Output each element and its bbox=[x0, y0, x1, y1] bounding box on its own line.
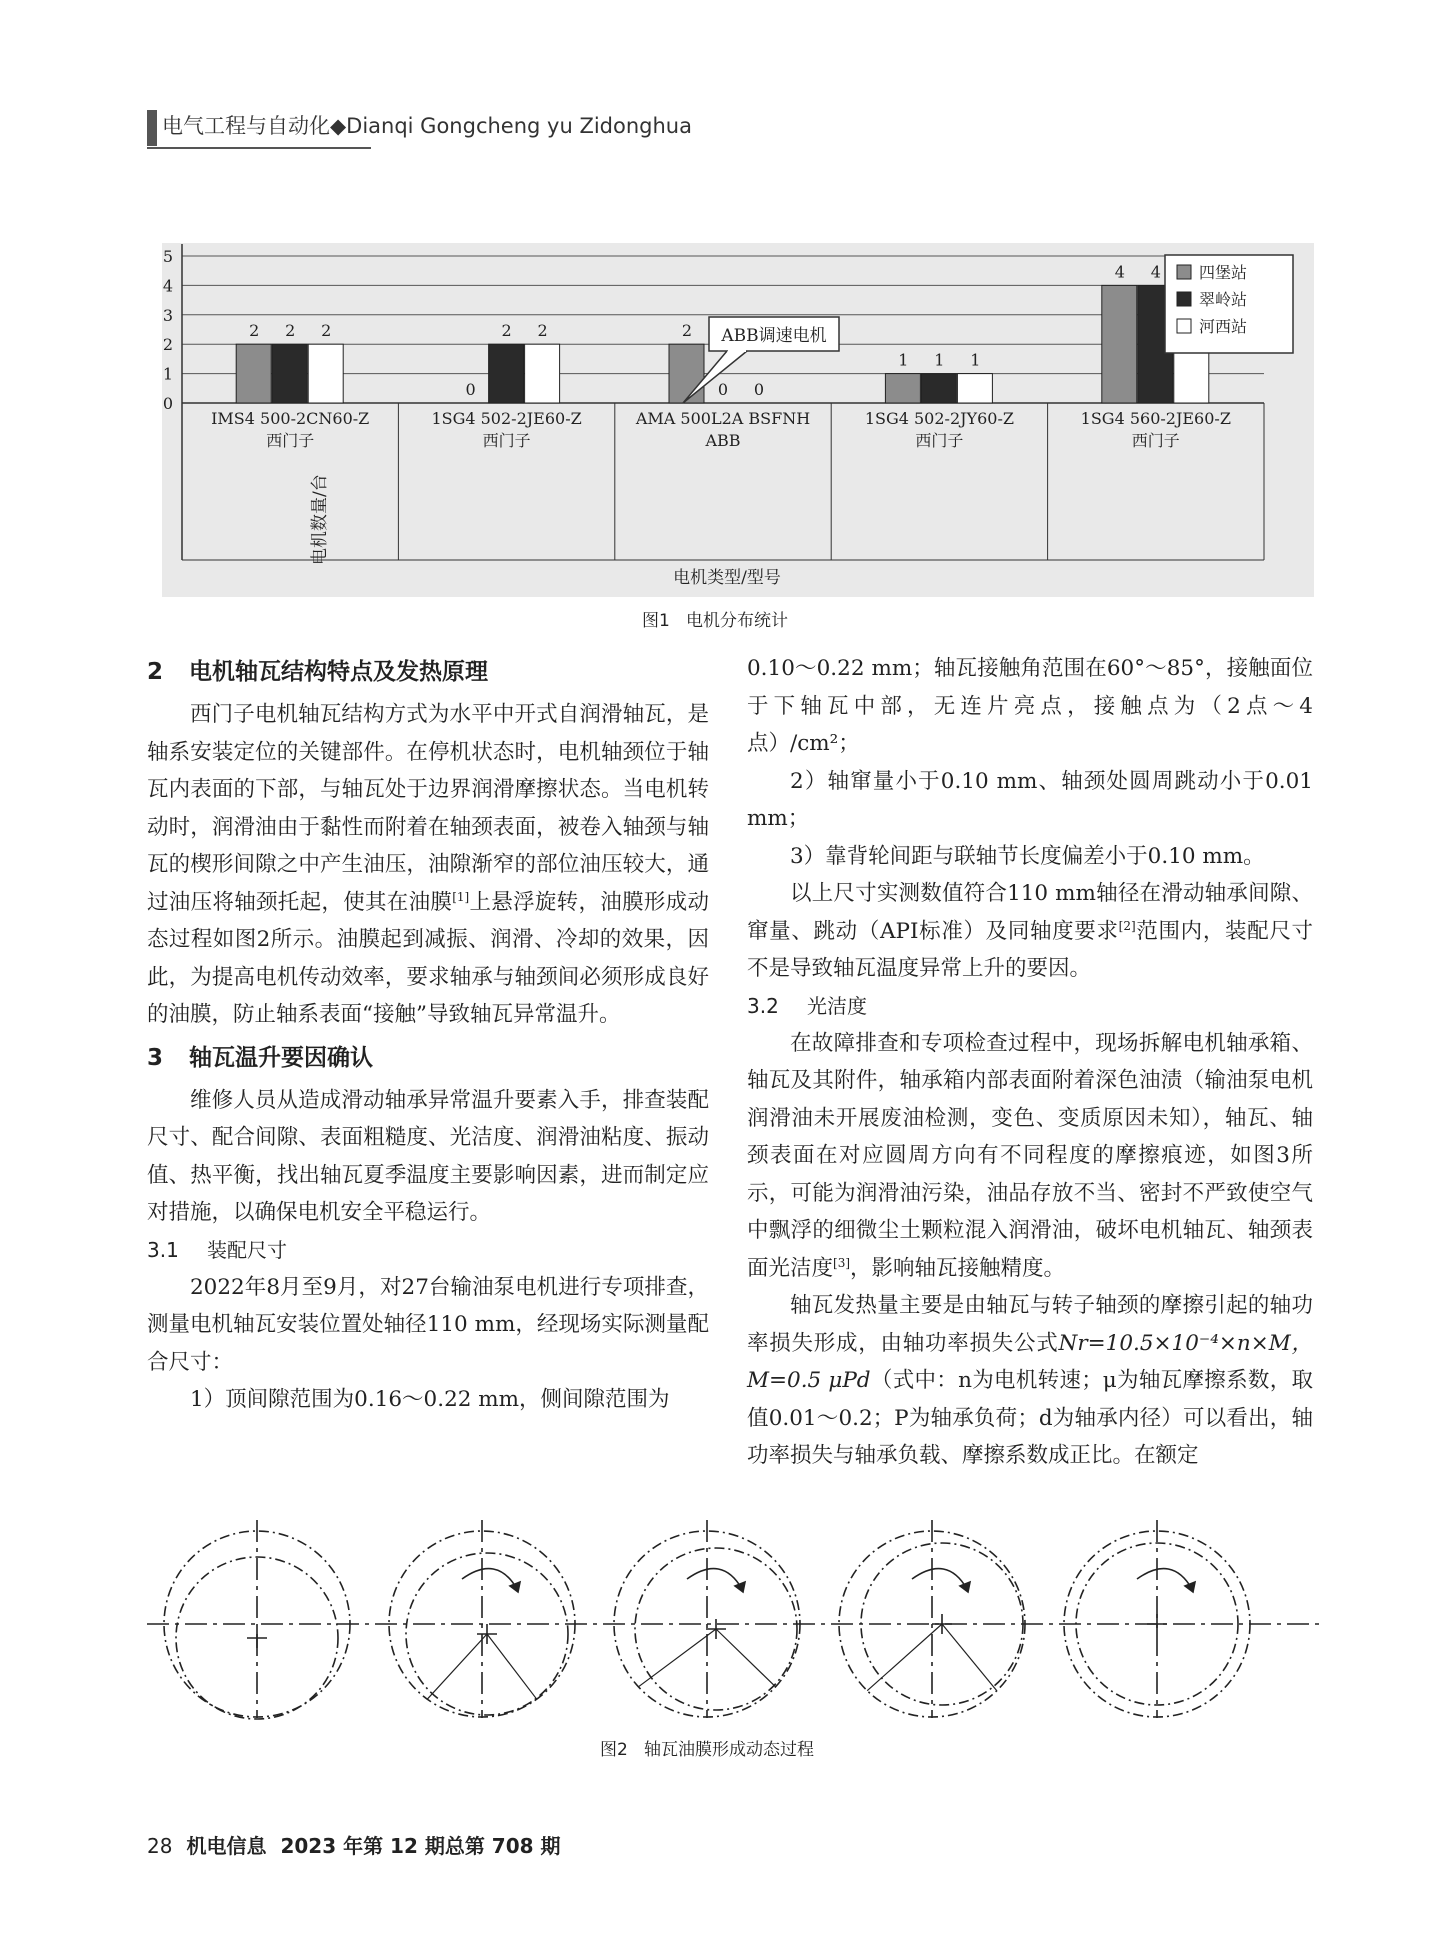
bar bbox=[525, 344, 560, 403]
journal-header bbox=[162, 110, 692, 140]
bar bbox=[272, 344, 307, 403]
formula: Nr=10.5×10⁻⁴×n×M，M=0.5 μPd bbox=[747, 1330, 1313, 1393]
figure1-caption-text: 电机分布统计 bbox=[686, 611, 789, 631]
y-tick-label: 4 bbox=[162, 276, 173, 296]
bar bbox=[669, 344, 704, 403]
x-tick-sublabel: ABB bbox=[705, 431, 741, 450]
data-label: 2 bbox=[501, 321, 512, 341]
data-label: 2 bbox=[249, 321, 260, 341]
x-tick-label: 1SG4 560-2JE60-Z bbox=[1080, 409, 1231, 428]
chart-legend bbox=[1165, 255, 1293, 353]
x-tick-sublabel: 西门子 bbox=[482, 431, 531, 450]
arrow-head bbox=[735, 1582, 745, 1592]
footer-issue: 2023 年第 12 期总第 708 期 bbox=[280, 1834, 561, 1858]
chart-y-axis-label: 电机数量/台 bbox=[310, 474, 330, 565]
header-rule bbox=[147, 147, 371, 149]
radius-line bbox=[427, 1634, 487, 1699]
journal-name-cn: 电气工程与自动化 bbox=[162, 114, 330, 138]
data-label: 2 bbox=[537, 321, 548, 341]
section-3-2-paragraph: 在故障排查和专项检查过程中，现场拆解电机轴承箱、轴瓦及其附件，轴承箱内部表面附着深色油渍（输油泵电机润滑油未开展废油检测，变色、变质原因未知），轴瓦、轴颈表面在对应圆周方向有不同程度的摩擦痕迹，如图3所示，可能为润滑油污染，油品存放不当、密封不严致使空气中飘浮的细微尘土颗粒混入润滑油，破坏电机轴瓦、轴颈表面光洁度[3]，影响轴瓦接触精度。 bbox=[747, 1030, 1313, 1281]
chart-x-axis-label: 电机类型/型号 bbox=[673, 568, 781, 588]
legend-label: 四堡站 bbox=[1199, 263, 1248, 282]
y-tick-label: 2 bbox=[162, 335, 173, 355]
arrow-head bbox=[510, 1582, 520, 1592]
legend-swatch bbox=[1177, 265, 1191, 279]
figure1-caption-number: 图1 bbox=[642, 611, 670, 631]
legend-swatch bbox=[1177, 292, 1191, 306]
data-label: 0 bbox=[465, 380, 476, 399]
bar bbox=[885, 374, 920, 403]
y-tick-label: 0 bbox=[162, 394, 173, 413]
bar bbox=[236, 344, 271, 403]
y-tick-label: 3 bbox=[162, 305, 173, 325]
bar bbox=[489, 344, 524, 403]
radius-line bbox=[487, 1634, 537, 1699]
data-label: 2 bbox=[681, 321, 693, 341]
page-number: 28 bbox=[147, 1834, 173, 1858]
section-3-1-heading: 3.1 装配尺寸 bbox=[147, 1237, 287, 1262]
bar bbox=[921, 374, 956, 403]
section-3-heading: 3 轴瓦温升要因确认 bbox=[147, 1044, 373, 1071]
figure2-caption-number: 图2 bbox=[600, 1740, 628, 1760]
x-tick-sublabel: 西门子 bbox=[1131, 431, 1180, 450]
right-item-3: 3）靠背轮间距与联轴节长度偏差小于0.10 mm。 bbox=[790, 843, 1265, 869]
data-label: 2 bbox=[285, 321, 296, 341]
data-label: 4 bbox=[1150, 262, 1161, 282]
footer-journal: 机电信息 bbox=[186, 1834, 267, 1858]
legend-swatch bbox=[1177, 319, 1191, 333]
x-tick-sublabel: 西门子 bbox=[915, 431, 964, 450]
data-label: 0 bbox=[717, 380, 729, 399]
data-label: 4 bbox=[1114, 262, 1125, 282]
figure2-diagram bbox=[147, 1515, 1322, 1723]
x-tick-label: AMA 500L2A BSFNH bbox=[635, 409, 811, 428]
citation-2: [2] bbox=[1118, 918, 1136, 933]
citation-3: [3] bbox=[833, 1255, 851, 1270]
radius-line bbox=[638, 1629, 716, 1687]
section-3-2-heading: 3.2 光洁度 bbox=[747, 993, 867, 1018]
data-label: 1 bbox=[898, 350, 909, 370]
bar bbox=[1102, 285, 1137, 403]
page-footer bbox=[147, 1830, 561, 1859]
section-3-paragraph: 维修人员从造成滑动轴承异常温升要素入手，排查装配尺寸、配合间隙、表面粗糙度、光洁度、润滑油粘度、振动值、热平衡，找出轴瓦夏季温度主要影响因素，进而制定应对措施，以确保电机安全平稳运行。 bbox=[147, 1087, 709, 1225]
bar bbox=[957, 374, 992, 403]
x-tick-label: 1SG4 502-2JY60-Z bbox=[864, 409, 1014, 428]
right-paragraph-4: 以上尺寸实测数值符合110 mm轴径在滑动轴承间隙、窜量、跳动（API标准）及同轴度要求[2]范围内，装配尺寸不是导致轴瓦温度异常上升的要因。 bbox=[747, 881, 1313, 981]
header-separator: ◆ bbox=[330, 114, 347, 138]
right-paragraph-1: 0.10～0.22 mm；轴瓦接触角范围在60°～85°，接触面位于下轴瓦中部，无连片亮点，接触点为（2点～4点）/cm²； bbox=[747, 656, 1313, 756]
figure2-caption bbox=[600, 1735, 814, 1760]
figure1-caption bbox=[642, 606, 788, 631]
annotation-text: ABB调速电机 bbox=[721, 326, 827, 346]
section-3-1-item-1: 1）顶间隙范围为0.16～0.22 mm，侧间隙范围为 bbox=[190, 1387, 670, 1412]
arrow-head bbox=[960, 1582, 970, 1592]
data-label: 1 bbox=[934, 350, 945, 370]
x-tick-label: IMS4 500-2CN60-Z bbox=[211, 409, 370, 428]
radius-line bbox=[716, 1629, 776, 1687]
data-label: 1 bbox=[970, 350, 981, 370]
section-2-paragraph: 西门子电机轴瓦结构方式为水平中开式自润滑轴瓦，是轴系安装定位的关键部件。在停机状态时，电机轴颈位于轴瓦内表面的下部，与轴瓦处于边界润滑摩擦状态。当电机转动时，润滑油由于黏性而附着在轴颈表面，被卷入轴颈与轴瓦的楔形间隙之中产生油压，油隙渐窄的部位油压较大，通过油压将轴颈托起，使其在油膜[1]上悬浮旋转，油膜形成动态过程如图2所示。油膜起到减振、润滑、冷却的效果，因此，为提高电机传动效率，要求轴承与轴颈间必须形成良好的油膜，防止轴系表面“接触”导致轴瓦异常温升。 bbox=[147, 702, 709, 1027]
data-label: 2 bbox=[321, 321, 332, 341]
figure2-caption-text: 轴瓦油膜形成动态过程 bbox=[644, 1740, 815, 1760]
journal-name-pinyin: Dianqi Gongcheng yu Zidonghua bbox=[346, 114, 692, 138]
section-2-heading: 2 电机轴瓦结构特点及发热原理 bbox=[147, 659, 488, 685]
left-column bbox=[147, 648, 709, 1419]
radius-line bbox=[942, 1624, 997, 1691]
bar bbox=[308, 344, 343, 403]
figure1-chart bbox=[147, 235, 1322, 605]
header-bar bbox=[147, 110, 157, 146]
y-tick-label: 1 bbox=[162, 364, 173, 384]
x-tick-sublabel: 西门子 bbox=[266, 431, 315, 450]
data-label: 0 bbox=[753, 380, 765, 399]
right-column bbox=[747, 650, 1313, 1475]
y-tick-label: 5 bbox=[162, 247, 173, 266]
arrow-head bbox=[1185, 1582, 1195, 1592]
radius-line bbox=[867, 1624, 942, 1691]
legend-label: 翠岭站 bbox=[1199, 290, 1248, 309]
legend-label: 河西站 bbox=[1199, 317, 1248, 336]
right-item-2: 2）轴窜量小于0.10 mm、轴颈处圆周跳动小于0.01 mm； bbox=[747, 768, 1313, 831]
formula-paragraph: 轴瓦发热量主要是由轴瓦与转子轴颈的摩擦引起的轴功率损失形成，由轴功率损失公式Nr=10.5×10⁻⁴×n×M，M=0.5 μPd（式中：n为电机转速；μ为轴瓦摩擦系数，取值0.01～0.2；P为轴承负荷；d为轴承内径）可以看出，轴功率损失与轴承负载、摩擦系数成正比。在额定 bbox=[747, 1293, 1314, 1468]
citation-1: [1] bbox=[452, 889, 470, 904]
section-3-1-paragraph: 2022年8月至9月，对27台输油泵电机进行专项排查，测量电机轴瓦安装位置处轴径110 mm，经现场实际测量配合尺寸： bbox=[147, 1274, 709, 1375]
x-tick-label: 1SG4 502-2JE60-Z bbox=[431, 409, 582, 428]
